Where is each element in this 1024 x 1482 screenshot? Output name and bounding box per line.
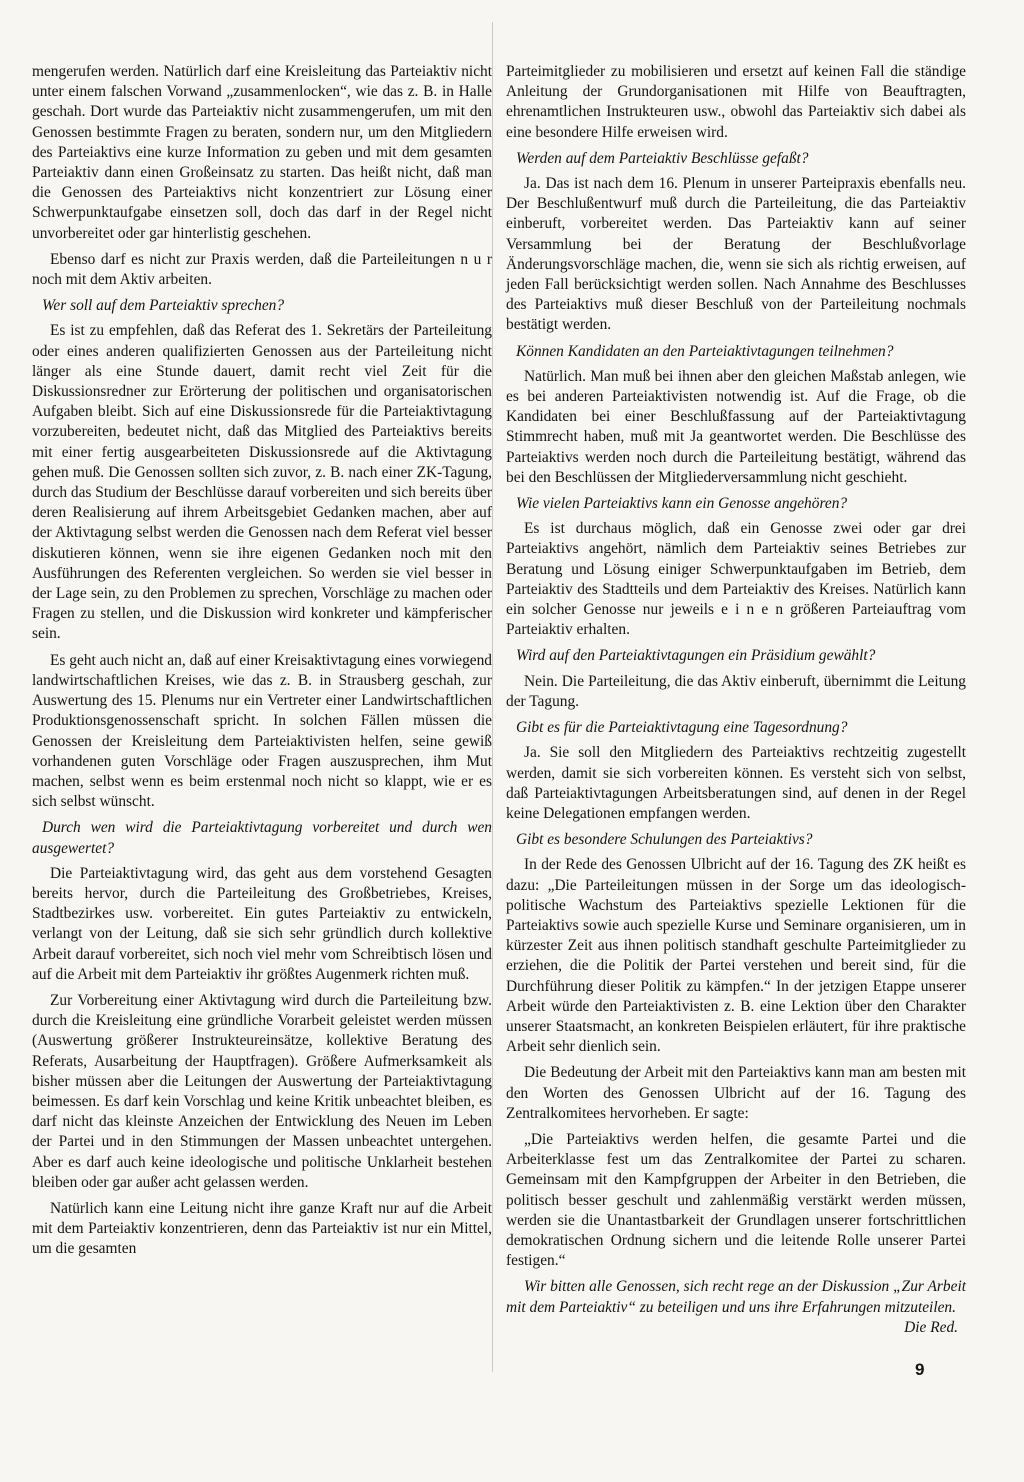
paragraph: Ebenso darf es nicht zur Praxis werden, daß die Parteileitungen n u r noch mit dem Aktiv arbeiten. xyxy=(32,250,492,289)
page-number: 9 xyxy=(915,1360,925,1379)
continued-paragraph: Parteimitglieder zu mobilisieren und ersetzt auf keinen Fall die ständige Anleitung der Grundorganisationen mit Hilfe von Beauftragten, ehrenamtlichen Instrukteuren usw., obwohl das Parteiaktiv sich dabei als eine besondere Hilfe erweisen wird. xyxy=(506,63,966,141)
continued-paragraph: mengerufen werden. Natürlich darf eine Kreisleitung das Parteiaktiv nicht unter einem falschen Vorwand „zusammenlocken“, wie das z. B. in Halle geschah. Dort wurde das Parteiaktiv nicht zusammengerufen, um mit den Genossen bestimmte Fragen zu beraten, sondern nur, um den Mitgliedern des Parteiaktivs eine kurze Information zu geben und mit dem gesamten Parteiaktiv dann einen Großeinsatz zu starten. Das heißt nicht, daß man die Genossen des Parteiaktivs nicht konzentriert zur Lösung einer Schwerpunktaufgabe einsetzen soll, doch das darf in der Regel nicht unvorbereitet oder gar hinterlistig geschehen. xyxy=(32,63,492,242)
question-heading: Wie vielen Parteiaktivs kann ein Genosse angehören? xyxy=(516,495,848,513)
signature: Die Red. xyxy=(904,1318,958,1336)
closing-note-text: Wir bitten alle Genossen, sich recht rege an der Diskussion „Zur Arbeit mit dem Parteiaktiv“ zu beteiligen und uns ihre Erfahrungen mitzuteilen. xyxy=(506,1278,966,1316)
paragraph: Es geht auch nicht an, daß auf einer Kreisaktivtagung eines vorwiegend landwirtschaftlichen Kreises, wie das z. B. in Strausberg geschah, zur Auswertung des 15. Plenums nur ein Vertreter einer Landwirtschaftlichen Produktionsgenossenschaft spricht. In solchen Fällen müssen die Genossen der Kreisleitung dem Parteiaktivisten helfen, seine gewiß vorhandenen guten Vorschläge oder Fragen auszusprechen, ihm Mut machen, selbst wenn es beim erstenmal noch nicht so klappt, wie er es sich selbst wünscht. xyxy=(32,651,492,811)
paragraph: Es ist zu empfehlen, daß das Referat des 1. Sekretärs der Parteileitung oder eines anderen qualifizierten Genossen aus der Parteileitung nicht länger als eine Stunde dauert, damit recht viel Zeit für die Diskussionsredner zur Erörterung der politischen und organisatorischen Aufgaben bleibt. Sich auf eine Diskussionsrede für die Parteiaktivtagung vorzubereiten, bedeutet nicht, daß das Mitglied des Parteiaktivs bereits mit einer fertig ausgearbeiteten Diskussionsrede auf die Aktivtagung gehen muß. Die Genossen sollten sich zuvor, z. B. nach einer ZK-Tagung, durch das Studium der Beschlüsse darauf vorbereiten und sich bereits über deren Realisierung auf ihrem Arbeitsgebiet Gedanken machen, aber auf der Aktivtagung selbst werden die Genossen nach dem Referat viel besser diskutieren können, wenn sie ihre eigenen Gedanken noch mit den Ausführungen des Referenten vergleichen. So werden sie viel besser in der Lage sein, zu den Problemen zu sprechen, Vorschläge zu machen oder Fragen zu stellen, und die Diskussion wird konkreter und kämpferischer sein. xyxy=(32,322,492,643)
paragraph: Ja. Sie soll den Mitgliedern des Parteiaktivs rechtzeitig zugestellt werden, damit sie sich vorbereiten können. Es versteht sich von selbst, daß Parteiaktivtagungen Arbeitsberatungen sind, auf denen in der Regel keine Delegationen empfangen werden. xyxy=(506,744,966,822)
paragraph: Es ist durchaus möglich, daß ein Genosse zwei oder gar drei Parteiaktivs angehört, nämlich dem Parteiaktiv seines Betriebes zur Beratung und Lösung einiger Schwerpunktaufgaben im Betrieb, dem Parteiaktiv des Stadtteils und dem Parteiaktiv des Kreises. Natürlich kann ein solcher Genosse nur jeweils e i n e n größeren Parteiauftrag vom Parteiaktiv erhalten. xyxy=(506,520,966,639)
paragraph: Die Parteiaktivtagung wird, das geht aus dem vorstehend Gesagten bereits hervor, durch die Parteileitung des Großbetriebes, Kreises, Stadtbezirkes usw. vorbereitet. Ein gutes Parteiaktiv zu entwickeln, verlangt von der Leitung, daß sie sich sehr gründlich durch kollektive Arbeit darauf vorbereitet, sich noch viel mehr vom Schreibtisch lösen und auf die Arbeit mit dem Parteiaktiv ihr größtes Augenmerk richten muß. xyxy=(32,864,492,983)
paragraph: Ja. Das ist nach dem 16. Plenum in unserer Parteipraxis ebenfalls neu. Der Beschlußentwurf muß durch die Parteileitung, die das Parteiaktiv einberuft, vorbereitet werden. Das Parteiaktiv kann auf seiner Versammlung bei der Beratung der Beschlußvorlage Änderungsvorschläge machen, die, wenn sie sich als richtig erweisen, auf jeden Fall berücksichtigt werden sollen. Nach Annahme des Beschlusses des Parteiaktivs muß dieser Beschluß von der Parteileitung nochmals bestätigt werden. xyxy=(506,175,966,334)
paragraph: In der Rede des Genossen Ulbricht auf der 16. Tagung des ZK heißt es dazu: „Die Parteileitungen müssen in der Sorge um das ideologisch-politische Wachstum des Parteiaktivs spezielle Lektionen für die Parteiaktivs sowie auch spezielle Kurse und Seminare organisieren, um in kürzester Zeit aus ihnen politisch standhaft geschulte Parteimitglieder zu erziehen, die die Politik der Partei verstehen und bereit sind, für die Durchführung dieser Politik zu kämpfen.“ In der jetzigen Etappe unserer Arbeit würde den Parteiaktivisten z. B. eine Lektion über den Charakter unserer Staatsmacht, an konkreten Beispielen erläutert, für ihre praktische Arbeit sehr dienlich sein. xyxy=(506,856,966,1056)
right-column-content xyxy=(506,62,966,1271)
question-heading: Wird auf den Parteiaktivtagungen ein Präsidium gewählt? xyxy=(516,647,876,665)
paragraph: Zur Vorbereitung einer Aktivtagung wird durch die Parteileitung bzw. durch die Kreisleitung eine gründliche Vorarbeit geleistet werden müssen (Auswertung größerer Instrukteureinsätze, kollektive Beratung des Referats, Ausarbeitung der Hauptfragen). Größere Aufmerksamkeit als bisher müssen aber die Leitungen der Auswertung der Parteiaktivtagung beimessen. Es darf kein Vorschlag und keine Kritik unbeachtet bleiben, es darf nicht das kleinste Anzeichen der Entwicklung des Neuen im Leben der Partei und in den Stimmungen der Massen unbeachtet untergehen. Aber es darf auch keine ideologische und politische Unklarheit bestehen bleiben oder gar außer acht gelassen werden. xyxy=(32,991,492,1191)
left-column xyxy=(32,62,492,1266)
question-heading: Werden auf dem Parteiaktiv Beschlüsse gefaßt? xyxy=(516,149,809,167)
closing-note xyxy=(506,1277,966,1336)
paragraph: Die Bedeutung der Arbeit mit den Parteiaktivs kann man am besten mit den Worten des Genossen Ulbricht auf der 16. Tagung des Zentralkomitees hervorheben. Er sagte: xyxy=(506,1064,966,1122)
paragraph: Natürlich kann eine Leitung nicht ihre ganze Kraft nur auf die Arbeit mit dem Parteiaktiv konzentrieren, denn das Parteiaktiv ist nur ein Mittel, um die gesamten xyxy=(32,1199,492,1258)
paragraph: Nein. Die Parteileitung, die das Aktiv einberuft, übernimmt die Leitung der Tagung. xyxy=(506,672,966,710)
question-heading: Können Kandidaten an den Parteiaktivtagungen teilnehmen? xyxy=(516,342,894,360)
question-heading: Gibt es besondere Schulungen des Parteiaktivs? xyxy=(516,831,813,849)
question-heading: Gibt es für die Parteiaktivtagung eine Tagesordnung? xyxy=(516,719,848,737)
column-divider xyxy=(492,22,493,1372)
question-heading: Durch wen wird die Parteiaktivtagung vorbereitet und durch wen ausgewertet? xyxy=(32,819,492,857)
paragraph: Natürlich. Man muß bei ihnen aber den gleichen Maßstab anlegen, wie es bei anderen Parteiaktivisten notwendig ist. Auf die Frage, ob die Kandidaten bei einer Beschlußfassung auf der Parteiaktivtagung Stimmrecht haben, muß mit Ja geantwortet werden. Die Beschlüsse des Parteiaktivs werden noch durch die Parteileitung bestätigt, während das bei den Beschlüssen der Mitgliederversammlung nicht geschieht. xyxy=(506,367,966,486)
right-column xyxy=(506,62,966,1338)
paragraph: „Die Parteiaktivs werden helfen, die gesamte Partei und die Arbeiterklasse fest um das Zentralkomitee der Partei zu scharen. Gemeinsam mit den Kampfgruppen der Arbeiter in den Betrieben, die politisch besser geschult und zahlenmäßig verstärkt werden müssen, werden sie die Unantastbarkeit der Grundlagen unserer fortschrittlichen demokratischen Ordnung sichern und die leitende Rolle unserer Partei festigen.“ xyxy=(506,1130,966,1270)
question-heading: Wer soll auf dem Parteiaktiv sprechen? xyxy=(42,297,285,315)
